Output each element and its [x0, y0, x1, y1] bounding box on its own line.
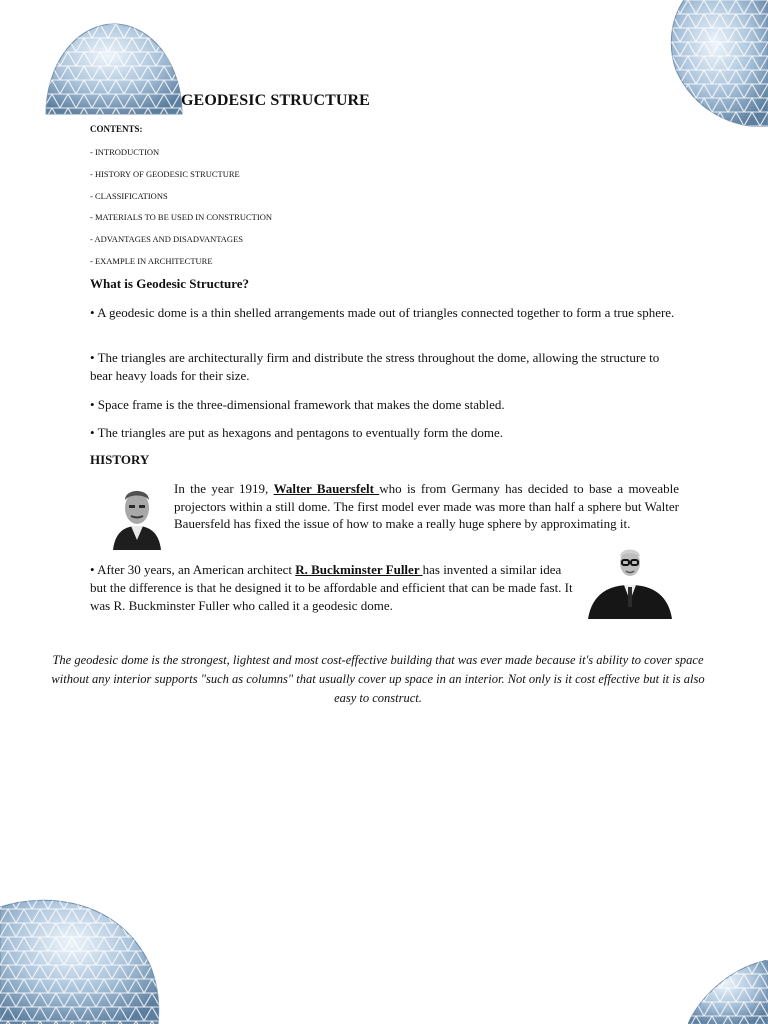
history-text: who is from Germany has decided to base a moveable projectors within a still dome. The first model ever made was more than half a sphere but Walter Bauersfeld has fixed the issue of how to make a really huge sphere by approximating it.: [174, 481, 679, 531]
contents-list: [90, 146, 272, 277]
contents-item: - ADVANTAGES AND DISADVANTAGES: [90, 234, 243, 245]
person-name-fuller: R. Buckminster Fuller: [295, 562, 423, 577]
geodesic-dome-icon: [664, 0, 768, 128]
contents-item: - HISTORY OF GEODESIC STRUCTURE: [90, 168, 240, 179]
contents-item: - MATERIALS TO BE USED IN CONSTRUCTION: [90, 212, 272, 223]
definition-point: • A geodesic dome is a thin shelled arrangements made out of triangles connected together to form a true sphere.: [90, 305, 675, 320]
contents-item: - CLASSIFICATIONS: [90, 190, 168, 201]
history-heading: HISTORY: [90, 452, 150, 467]
contents-item: - INTRODUCTION: [90, 147, 160, 157]
portrait-photo-icon: [111, 478, 163, 550]
what-is-heading: What is Geodesic Structure?: [90, 276, 249, 291]
geodesic-dome-icon: [0, 895, 160, 1024]
history-fuller-paragraph: [90, 561, 575, 615]
contents-label: CONTENTS:: [90, 124, 143, 134]
history-text: • After 30 years, an American architect: [90, 562, 296, 577]
portrait-photo-icon: [586, 541, 674, 619]
page-title: GEODESIC STRUCTURE: [181, 92, 370, 109]
geodesic-dome-icon: [44, 10, 184, 122]
contents-item: - EXAMPLE IN ARCHITECTURE: [90, 255, 213, 266]
definition-point: • Space frame is the three-dimensional framework that makes the dome stabled.: [90, 397, 505, 412]
person-name-bauersfelt: Walter Bauersfelt: [273, 481, 380, 496]
history-bauersfelt-paragraph: [174, 480, 679, 533]
geodesic-dome-icon: [688, 960, 768, 1024]
history-text: has invented a similar idea but the difference is that he designed it to be affordable and efficient that can be made fast. It was R. Buckminster Fuller who called it a geodesic dome.: [90, 562, 573, 613]
definition-point: • The triangles are put as hexagons and pentagons to eventually form the dome.: [90, 425, 503, 440]
definition-point: • The triangles are architecturally firm and distribute the stress throughout the dome, allowing the structure to bear heavy loads for their size.: [90, 350, 660, 383]
closing-quote: The geodesic dome is the strongest, lightest and most cost-effective building that was ever made because it's ability to cover space without any interior supports "such as columns" that usually cover up space in an interior. Not only is it cost effective but it is also easy to construct.: [51, 653, 705, 705]
history-text: In the year 1919,: [174, 481, 274, 496]
